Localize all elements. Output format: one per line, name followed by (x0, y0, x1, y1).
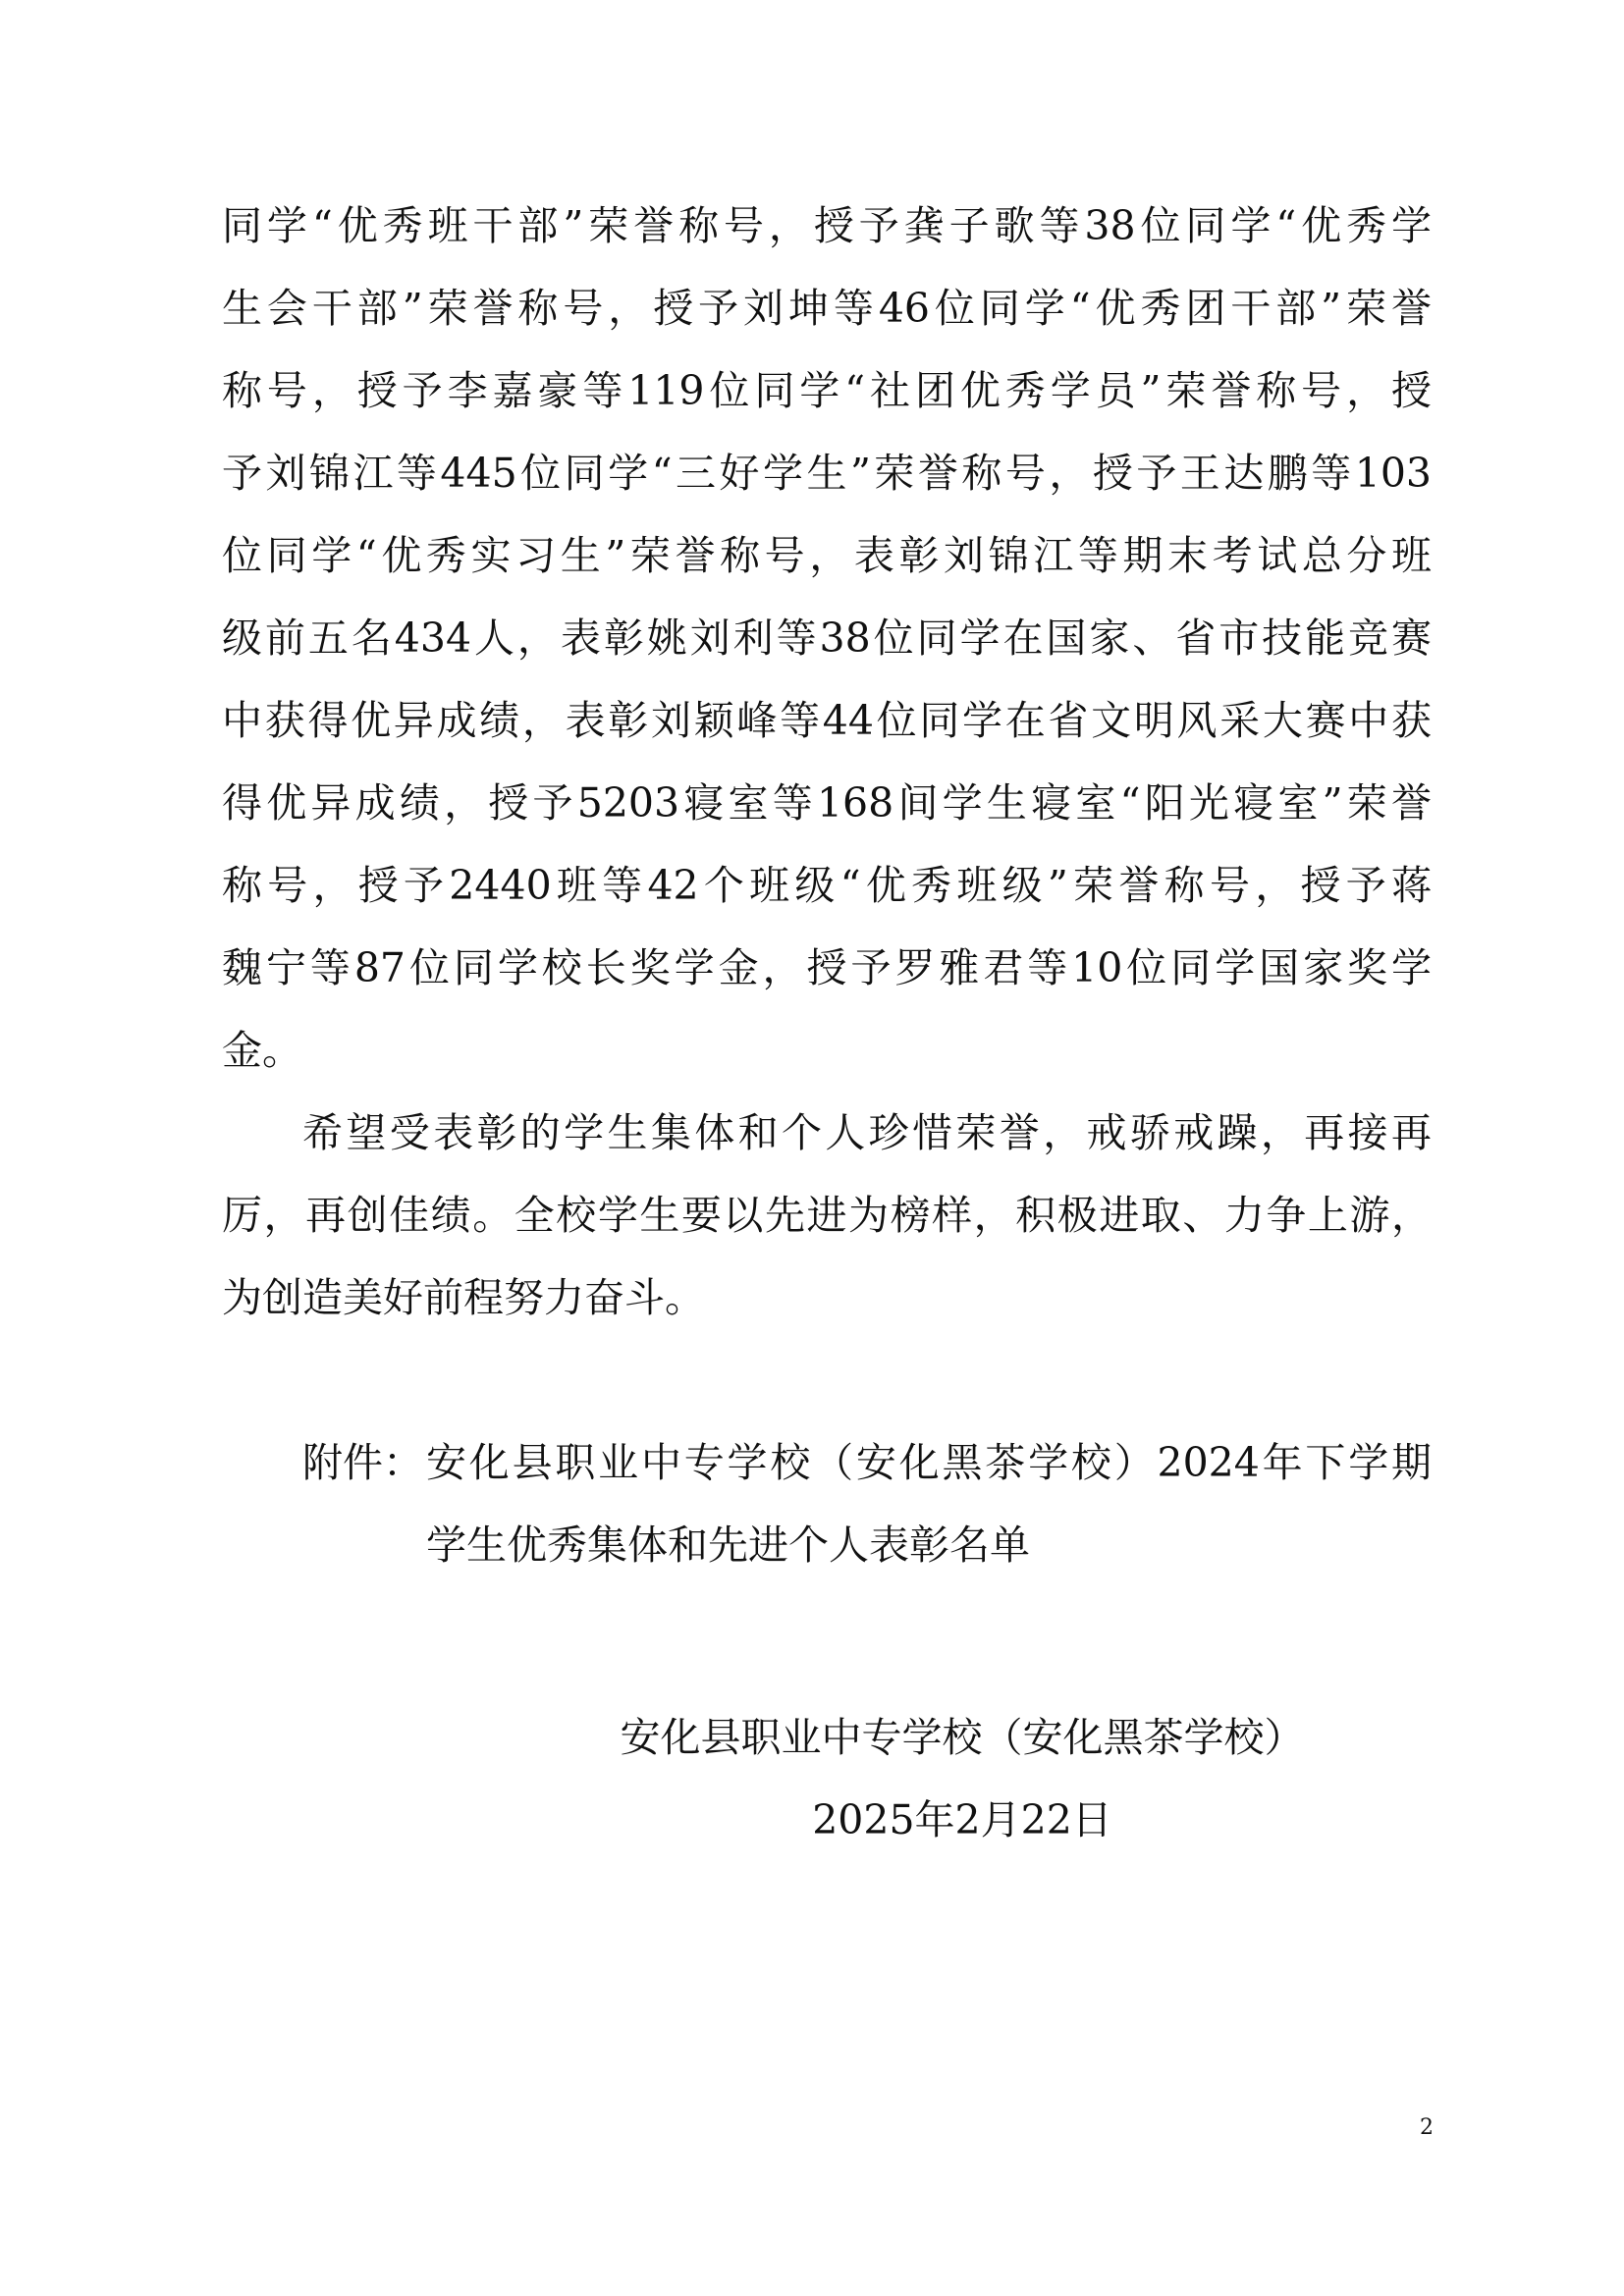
body-line-10: 魏宁等87位同学校长奖学金，授予罗雅君等10位同学国家奖学 (222, 944, 1432, 991)
body-line-4: 予刘锦江等445位同学“三好学生”荣誉称号，授予王达鹏等103 (222, 450, 1432, 497)
body-line-9: 称号，授予2440班等42个班级“优秀班级”荣誉称号，授予蒋 (222, 862, 1432, 909)
body-line-8: 得优异成绩，授予5203寝室等168间学生寝室“阳光寝室”荣誉 (222, 779, 1432, 827)
attachment-label: 附件： (302, 1439, 423, 1486)
body-line-5: 位同学“优秀实习生”荣誉称号，表彰刘锦江等期末考试总分班 (222, 532, 1432, 579)
attachment-title-line-2: 学生优秀集体和先进个人表彰名单 (426, 1522, 1030, 1569)
body-line-3: 称号，授予李嘉豪等119位同学“社团优秀学员”荣誉称号，授 (222, 367, 1432, 414)
body-line-1: 同学“优秀班干部”荣誉称号，授予龚子歌等38位同学“优秀学 (222, 202, 1432, 249)
page-number: 2 (1420, 2115, 1434, 2140)
body-line-2: 生会干部”荣誉称号，授予刘坤等46位同学“优秀团干部”荣誉 (222, 285, 1432, 332)
body-line-7: 中获得优异成绩，表彰刘颖峰等44位同学在省文明风采大赛中获 (222, 697, 1432, 744)
signature-date: 2025年2月22日 (812, 1796, 1112, 1843)
body-line-6: 级前五名434人，表彰姚刘利等38位同学在国家、省市技能竞赛 (222, 614, 1432, 662)
closing-line-2: 厉，再创佳绩。全校学生要以先进为榜样，积极进取、力争上游， (222, 1192, 1432, 1239)
signature-organization: 安化县职业中专学校（安化黑茶学校） (620, 1714, 1305, 1761)
attachment-title-line-1: 安化县职业中专学校（安化黑茶学校）2024年下学期 (426, 1439, 1432, 1486)
body-line-11: 金。 (222, 1027, 302, 1074)
closing-line-3: 为创造美好前程努力奋斗。 (222, 1274, 705, 1321)
closing-line-1: 希望受表彰的学生集体和个人珍惜荣誉，戒骄戒躁，再接再 (302, 1109, 1432, 1156)
